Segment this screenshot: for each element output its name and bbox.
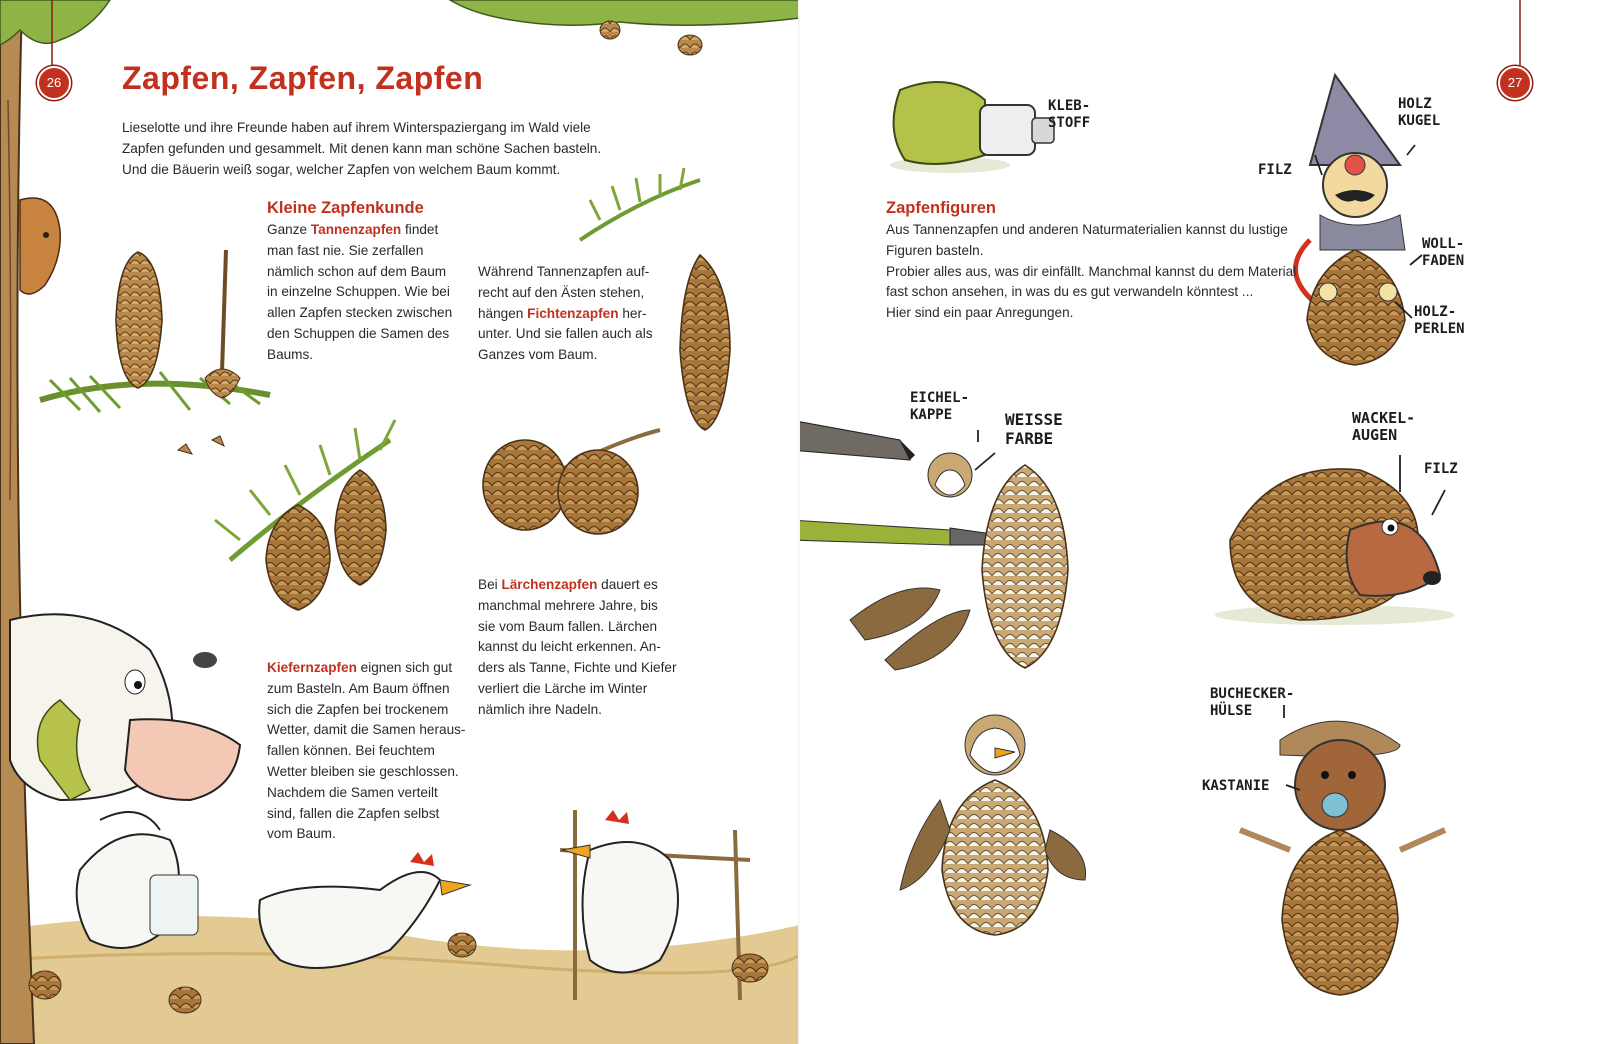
tannenzapfen-text xyxy=(267,220,467,366)
label-line: WEISSE xyxy=(1005,410,1063,429)
zapfenfiguren-text xyxy=(886,220,1306,324)
label-line: HOLZ- xyxy=(1414,304,1457,320)
label-line: AUGEN xyxy=(1352,426,1398,444)
fichtenzapfen-text xyxy=(478,262,678,366)
text-line: unter. Und sie fallen auch als xyxy=(478,326,653,342)
label-holzperlen xyxy=(1414,304,1465,338)
text-fragment: hängen xyxy=(478,305,524,321)
top-foliage xyxy=(0,0,800,55)
label-holzkugel xyxy=(1398,96,1440,130)
laerchenzapfen-illustration xyxy=(483,430,660,534)
label-line: FILZ xyxy=(1258,162,1292,178)
text-line: Hier sind ein paar Anregungen. xyxy=(886,305,1074,321)
label-kastanie xyxy=(1202,778,1269,795)
intro-line: Und die Bäuerin weiß sogar, welcher Zapfen von welchem Baum kommt. xyxy=(122,161,561,177)
section-title-zapfenfiguren: Zapfenfiguren xyxy=(886,199,996,217)
hedgehog-figure-illustration xyxy=(1215,469,1455,625)
text-line: fast schon ansehen, in was du es gut verwandeln könntest ... xyxy=(886,284,1254,300)
label-line: KASTANIE xyxy=(1202,778,1270,794)
page-number-right: 27 xyxy=(1498,66,1532,100)
text-line: zum Basteln. Am Baum öffnen xyxy=(267,680,450,696)
text-line: nämlich schon auf dem Baum xyxy=(267,263,447,279)
text-line: manchmal mehrere Jahre, bis xyxy=(478,597,658,613)
text-line: allen Zapfen stecken zwischen xyxy=(267,305,453,321)
term-fichtenzapfen: Fichtenzapfen xyxy=(527,305,619,321)
text-line: Figuren basteln. xyxy=(886,242,984,258)
cow xyxy=(10,614,240,830)
text-line: vom Baum. xyxy=(267,826,336,842)
text-line: den Schuppen die Samen des xyxy=(267,325,450,341)
text-line: nämlich ihre Nadeln. xyxy=(478,701,602,717)
text-line: sie vom Baum fallen. Lärchen xyxy=(478,618,658,634)
text-fragment: Bei xyxy=(478,577,498,592)
term-kiefernzapfen: Kiefernzapfen xyxy=(267,660,357,675)
text-line: Während Tannenzapfen auf- xyxy=(478,264,650,279)
label-line: KAPPE xyxy=(910,407,953,423)
text-line: fallen können. Bei feuchtem xyxy=(267,743,435,759)
text-line: Baums. xyxy=(267,346,314,362)
label-line: HOLZ xyxy=(1398,96,1432,112)
right-page-illustration xyxy=(800,0,1600,1044)
label-line: KUGEL xyxy=(1398,113,1441,129)
label-line: FARBE xyxy=(1005,429,1054,448)
label-line: STOFF xyxy=(1048,115,1091,131)
text-line: Probier alles aus, was dir einfällt. Manchmal kannst du dem Material xyxy=(886,263,1297,279)
term-tannenzapfen: Tannenzapfen xyxy=(310,222,402,237)
chestnut-figure-illustration xyxy=(1240,721,1445,995)
label-line: HÜLSE xyxy=(1210,703,1253,719)
label-eichelkappe xyxy=(910,390,969,424)
term-laerchenzapfen: Lärchenzapfen xyxy=(501,577,598,592)
text-line: Aus Tannenzapfen und anderen Naturmaterialien kannst du lustige xyxy=(886,222,1288,237)
text-fragment: eignen sich gut xyxy=(360,660,453,675)
label-bucheckerhuelse xyxy=(1210,686,1294,720)
text-line: kannst du leicht erkennen. An- xyxy=(478,639,661,655)
text-line: Nachdem die Samen verteilt xyxy=(267,784,438,800)
text-line: Ganzes vom Baum. xyxy=(478,347,598,363)
label-line: FADEN xyxy=(1422,253,1465,269)
label-line: WOLL- xyxy=(1422,236,1465,252)
glue-tube-illustration xyxy=(890,82,1054,173)
text-line: recht auf den Ästen stehen, xyxy=(478,284,645,300)
gnome-figure-illustration xyxy=(1295,75,1405,365)
text-fragment: Ganze xyxy=(267,222,308,237)
text-line: sind, fallen die Zapfen selbst xyxy=(267,805,440,821)
intro-text xyxy=(122,118,622,180)
text-line: in einzelne Schuppen. Wie bei xyxy=(267,284,450,300)
text-fragment: findet xyxy=(405,222,439,237)
label-klebstoff xyxy=(1048,98,1090,132)
label-filz-hedgehog xyxy=(1424,461,1458,478)
label-filz-gnome xyxy=(1258,162,1292,179)
laerchenzapfen-text xyxy=(478,575,698,721)
text-fragment: dauert es xyxy=(601,577,658,592)
text-fragment: her- xyxy=(622,305,647,321)
intro-line: Zapfen gefunden und gesammelt. Mit denen kann man schöne Sachen basteln. xyxy=(122,140,602,156)
label-weisse-farbe xyxy=(1005,410,1063,448)
kiefernzapfen-illustration xyxy=(215,420,395,610)
text-line: Wetter bleiben sie geschlossen. xyxy=(267,763,459,779)
label-wackelaugen xyxy=(1352,410,1415,444)
page-title: Zapfen, Zapfen, Zapfen xyxy=(122,60,484,96)
label-line: PERLEN xyxy=(1414,321,1465,337)
label-line: KLEB- xyxy=(1048,98,1091,114)
text-line: Wetter, damit die Samen heraus- xyxy=(267,722,466,738)
tree-trunk xyxy=(0,0,34,1044)
page-number-left: 26 xyxy=(37,66,71,100)
squirrel xyxy=(20,198,60,294)
tannenzapfen-illustration xyxy=(40,250,270,454)
label-line: EICHEL- xyxy=(910,390,970,406)
text-line: verliert die Lärche im Winter xyxy=(478,680,648,696)
penguin-figure-illustration xyxy=(900,715,1086,935)
text-line: ders als Tanne, Fichte und Kiefer xyxy=(478,660,677,676)
label-line: BUCHECKER- xyxy=(1210,686,1295,702)
right-page xyxy=(800,0,1600,1044)
text-line: sich die Zapfen bei trockenem xyxy=(267,701,449,717)
kiefernzapfen-text xyxy=(267,658,477,845)
section-title-zapfenkunde: Kleine Zapfenkunde xyxy=(267,199,424,217)
intro-line: Lieselotte und ihre Freunde haben auf ihrem Winterspaziergang im Wald viele xyxy=(122,120,591,135)
label-wollfaden xyxy=(1422,236,1464,270)
label-line: FILZ xyxy=(1424,461,1458,477)
text-line: man fast nie. Sie zerfallen xyxy=(267,242,424,258)
label-line: WACKEL- xyxy=(1352,409,1416,427)
